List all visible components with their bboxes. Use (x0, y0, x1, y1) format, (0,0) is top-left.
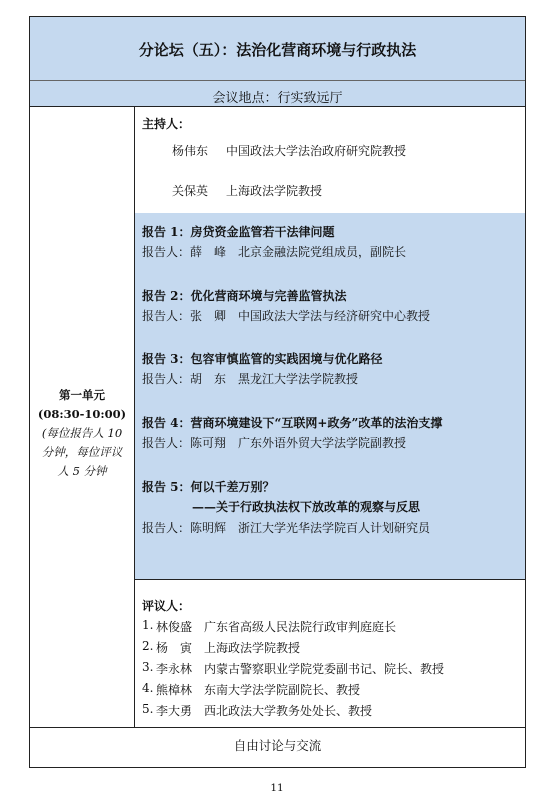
report-speaker: 报告人：张 卿 中国政法大学法与经济研究中心教授 (142, 309, 431, 323)
reviewer-title: 东南大学法学院副院长、教授 (204, 683, 361, 697)
free-discussion: 自由讨论与交流 (30, 727, 525, 768)
host-label: 主持人： (142, 117, 191, 131)
reviewer-title: 广东省高级人民法院行政审判庭庭长 (204, 620, 397, 634)
report-topic: 报告 1：房贷资金监管若干法律问题 (142, 225, 335, 239)
report-speaker: 报告人：陈可翔 广东外语外贸大学法学院副教授 (142, 436, 407, 450)
reports-section (135, 213, 525, 580)
reviewer-number: 2. (142, 639, 154, 653)
reviewers-section (135, 579, 525, 727)
reviewer-number: 5. (142, 702, 154, 716)
report-topic: 报告 2：优化营商环境与完善监管执法 (142, 289, 347, 303)
page-number: 11 (270, 782, 284, 794)
session-time: (08:30-10:00) (37, 407, 127, 421)
forum-venue: 会议地点：行实致远厅 (212, 91, 343, 106)
session-column (30, 106, 135, 727)
reviewer-title: 上海政法学院教授 (204, 641, 301, 655)
report-subtitle: ——关于行政执法权下放改革的观察与反思 (192, 500, 421, 514)
reviewer-name: 林俊盛 (156, 620, 193, 634)
reviewer-title: 西北政法大学教务处处长、教授 (204, 704, 373, 718)
report-topic: 报告 3：包容审慎监管的实践困境与优化路径 (142, 352, 383, 366)
report-speaker: 报告人：薛 峰 北京金融法院党组成员，副院长 (142, 245, 407, 259)
session-info (30, 386, 134, 481)
report-speaker: 报告人：胡 东 黑龙江大学法学院教授 (142, 372, 359, 386)
report-speaker: 报告人：陈明辉 浙江大学光华法学院百人计划研究员 (142, 521, 431, 535)
host-section (135, 106, 525, 214)
host-name: 关保英 (172, 184, 209, 198)
session-note-line-1: (每位报告人 10 (41, 426, 123, 440)
forum-title: 分论坛（五）：法治化营商环境与行政执法 (138, 41, 417, 59)
agenda-table (29, 16, 526, 768)
reviewer-title: 内蒙古警察职业学院党委副书记、院长、教授 (204, 662, 445, 676)
report-topic: 报告 4：营商环境建设下“互联网+政务”改革的法治支撑 (142, 416, 443, 430)
reviewers-label: 评议人： (142, 599, 191, 613)
reviewer-name: 李大勇 (156, 704, 193, 718)
reviewer-name: 李永林 (156, 662, 193, 676)
reviewer-number: 3. (142, 660, 154, 674)
session-note-line-3: 人 5 分钟 (57, 464, 107, 478)
report-topic: 报告 5：何以千差万别？ (142, 480, 275, 494)
host-name: 杨伟东 (172, 144, 209, 158)
reviewer-name: 熊樟林 (156, 683, 193, 697)
host-title: 上海政法学院教授 (226, 184, 323, 198)
reviewer-number: 4. (142, 681, 154, 695)
reviewer-number: 1. (142, 618, 154, 632)
session-name: 第一单元 (59, 388, 105, 402)
header-divider (30, 80, 525, 81)
forum-header (30, 17, 525, 107)
host-title: 中国政法大学法治政府研究院教授 (226, 144, 407, 158)
reviewer-name: 杨 寅 (156, 641, 193, 655)
session-note-line-2: 分钟，每位评议 (41, 445, 123, 459)
